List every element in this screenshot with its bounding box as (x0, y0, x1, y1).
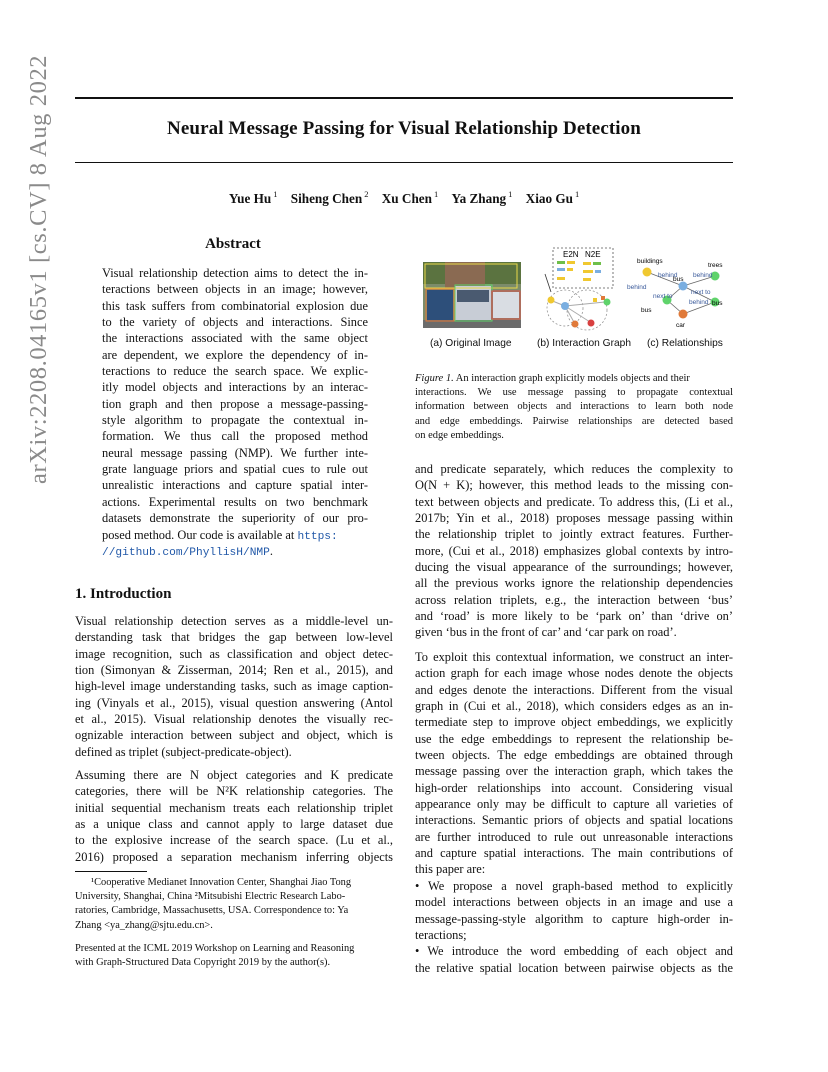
text-line: the relationship triplet to jointly extract features. Further- (415, 527, 733, 542)
text-line: high-order relationships into account. Considering visual (415, 780, 733, 795)
section-heading-introduction: 1. Introduction (75, 586, 172, 602)
abstract-line: posed method. Our code is available at https: (102, 527, 338, 543)
interaction-graph-panel (545, 248, 613, 330)
text-line: derstanding task that bridges the gap between low-level (75, 630, 393, 645)
node-label: buildings (637, 258, 663, 265)
text-line: given ‘bus in the front of car’ and ‘car park on road’. (415, 625, 677, 640)
panel-label-b: (b) Interaction Graph (537, 338, 631, 349)
author: Yue Hu $^1$ (228, 189, 278, 207)
abstract-line: formation. We thus call the proposed method (102, 429, 368, 444)
author: Xiao Gu $^1$ (525, 189, 580, 207)
abstract-line: unrealistic interactions and capture spatial inter- (102, 478, 368, 493)
edge-label: behind (658, 272, 678, 279)
right-paragraph-1 (415, 461, 733, 641)
node-car (679, 310, 688, 319)
footnote-line: University, Shanghai, China ²Mitsubishi Electric Research Labo- (75, 891, 346, 903)
caption-line: and edge embeddings. Pairwise relationships are detected based (415, 415, 733, 427)
text-line: message passing over the interaction graph, which takes the (415, 764, 733, 779)
text-line: model interactions between objects in an image and use a (415, 895, 733, 910)
title-top-rule (75, 97, 733, 99)
text-line: categories, there will be N²K relationship categories. The (75, 784, 393, 799)
author: Xu Chen $^1$ (381, 189, 439, 207)
right-paragraph-2 (415, 649, 733, 976)
panel-label-a: (a) Original Image (430, 338, 512, 349)
edge-label: behind (689, 299, 709, 306)
abstract-line: teractions between objects in an image; however, (102, 282, 368, 297)
text-line: 2016) proposed a separation mechanism inferring objects (75, 849, 393, 864)
footnote-line: Zhang <ya_zhang@sjtu.edu.cn>. (75, 919, 213, 931)
affiliation-footnote (75, 876, 393, 933)
text-line: 2017b; Yin et al., 2018) proposes message passing within (415, 511, 733, 526)
node-buildings (643, 268, 652, 277)
figure-1-graphic (415, 244, 733, 336)
text-line: defined as triplet (subject-predicate-object). (75, 744, 292, 759)
edge-label: behind (693, 272, 713, 279)
abstract-line: grate language priors and spatial cues to rule out (102, 462, 368, 477)
e2n-label: E2N (563, 250, 579, 259)
text-line: graph in (Cui et al., 2018), which considers edges as an in- (415, 699, 733, 714)
code-link[interactable]: //github.com/PhyllisH/NMP (102, 546, 270, 559)
abstract-line: //github.com/PhyllisH/NMP. (102, 543, 273, 559)
text-line: and predicate separately, which reduces the complexity to (415, 462, 733, 476)
text-line: initial sequential mechanism treats each relationship triplet (75, 800, 393, 815)
relationships-panel (627, 258, 723, 329)
node-label: bus (673, 276, 684, 283)
panel-label-c: (c) Relationships (647, 338, 723, 349)
abstract-line: actions. Experimental results on two benchmark (102, 494, 368, 509)
abstract-body (102, 265, 368, 559)
text-line: O(N + K); however, this method leads to the missing con- (415, 478, 733, 493)
venue-note (75, 942, 393, 970)
n2e-label: N2E (585, 250, 601, 259)
node-label: bus (712, 300, 723, 307)
text-line: high-level image understanding tasks, such as image caption- (75, 679, 393, 694)
text-line: interactions. Semantic priors of objects and spatial locations (415, 813, 733, 828)
text-line: are further introduced to rule out unreasonable interactions (415, 829, 733, 844)
abstract-line: to the variety of objects and interactions. Since (102, 315, 368, 330)
text-line: all the previous works ignore the relationship dependencies (415, 576, 733, 591)
venue-line: with Graph-Structured Data Copyright 2019 by the author(s). (75, 957, 331, 969)
text-line: teractions; (415, 927, 467, 942)
title-bottom-rule (75, 162, 733, 163)
text-line: this paper are: (415, 862, 486, 877)
list-item: • We introduce the word embedding of each object and (415, 944, 733, 959)
caption-line: on edge embeddings. (415, 429, 504, 441)
node-label: bus (641, 307, 652, 314)
venue-line: Presented at the ICML 2019 Workshop on Learning and Reasoning (75, 943, 355, 954)
text-line: ducing the visual appearance of the surroundings; however, (415, 560, 733, 575)
footnote-line: ¹Cooperative Medianet Innovation Center, Shanghai Jiao Tong (91, 877, 352, 888)
figure-1-caption (415, 372, 733, 443)
abstract-heading: Abstract (205, 236, 261, 252)
text-line: use the edge embeddings to represent the relationship be- (415, 731, 733, 746)
code-link[interactable]: https: (297, 530, 338, 543)
text-line: and edges denote the interactions. Different from the visual (415, 682, 733, 697)
text-line: Assuming there are N object categories and K predicate (75, 768, 393, 782)
edge-label: behind (627, 284, 647, 291)
abstract-line: neural message passing (NMP). We further inte- (102, 445, 368, 460)
abstract-line: datasets demonstrate the superiority of our pro- (102, 511, 368, 526)
caption-line: interactions. We use message passing to propagate contextual (415, 387, 733, 399)
abstract-line: the interactions associated with the same object (102, 331, 368, 346)
text-line: ing (Vinyals et al., 2015), visual question answering (Antol (75, 695, 393, 710)
abstract-line: teractions to reduce the search space. We explic- (102, 364, 368, 379)
abstract-line: Visual relationship detection aims to detect the in- (102, 266, 368, 280)
edge-label: next to (653, 293, 673, 300)
text-line: Visual relationship detection serves as a middle-level un- (75, 614, 393, 628)
text-line: ognizable interaction between subject and object, which is (75, 728, 393, 743)
node-label: car (676, 322, 686, 329)
author: Ya Zhang $^1$ (451, 189, 513, 207)
abstract-line: style algorithm to propagate the contextual in- (102, 413, 368, 428)
text-line: as a unique class and cannot apply to large dataset due (75, 817, 393, 832)
paper-title: Neural Message Passing for Visual Relationship Detection (167, 118, 641, 139)
footnote-line: ratories, Cambridge, Massachusetts, USA. Correspondence to: Ya (75, 905, 349, 917)
text-line: text between objects and predicate. To address this, (Li et al., (415, 494, 733, 509)
text-line: and capture spatial interactions. The main contributions of (415, 846, 733, 861)
abstract-line: tion graph and then propose a message-passing- (102, 396, 368, 411)
original-image-panel (423, 262, 521, 328)
caption-label: Figure 1. (415, 373, 454, 384)
abstract-line: itly model objects and interactions by an interac- (102, 380, 368, 395)
text-line: message-passing-style algorithm to capture high-order in- (415, 911, 733, 926)
arxiv-stamp: arXiv:2208.04165v1 [cs.CV] 8 Aug 2022 (25, 54, 52, 484)
text-line: tion (Simonyan & Zisserman, 2014; Ren et al., 2015), and (75, 663, 393, 678)
caption-line: Figure 1. An interaction graph explicitly models objects and their (415, 373, 690, 384)
text-line: across relation triplets, e.g., the interaction between ‘bus’ (415, 592, 733, 607)
node-label: trees (708, 262, 723, 269)
text-line: the relative spatial location between pairwise objects as the (415, 960, 733, 975)
text-line: appearance only may be difficult to capture all varieties of (415, 797, 733, 812)
intro-paragraph-1 (75, 613, 393, 760)
figure-1 (415, 244, 733, 354)
author-list (75, 190, 733, 207)
edge-label: next to (691, 289, 711, 296)
intro-paragraph-2 (75, 767, 393, 865)
text-line: and ‘road’ is more likely to be ‘park on’ than ‘drive on’ (415, 609, 733, 624)
text-line: more, (Cui et al., 2018) emphasizes global contexts by intro- (415, 543, 733, 558)
author: Siheng Chen $^2$ (290, 189, 369, 207)
text-line: To exploit this contextual information, we construct an inter- (415, 650, 733, 664)
text-line: action graph for each image whose nodes denote the objects (415, 666, 733, 681)
text-line: tween objects. The edge embeddings are obtained through (415, 748, 733, 763)
caption-line: information between objects and interactions to learn both node (415, 401, 733, 413)
abstract-line: are dependent, we explore the dependency of in- (102, 347, 368, 362)
list-item: • We propose a novel graph-based method to explicitly (415, 878, 733, 893)
text-line: image recognition, such as classification and object detec- (75, 646, 393, 661)
text-line: to the explosive increase of the search space. (Lu et al., (75, 833, 393, 848)
abstract-line: this task suffers from combinatorial explosion due (102, 298, 368, 313)
footnote-rule (75, 871, 147, 872)
text-line: termediate step to improve object embeddings, we explicitly (415, 715, 733, 730)
text-line: et al., 2015). Visual relationship denotes the visually rec- (75, 712, 393, 727)
